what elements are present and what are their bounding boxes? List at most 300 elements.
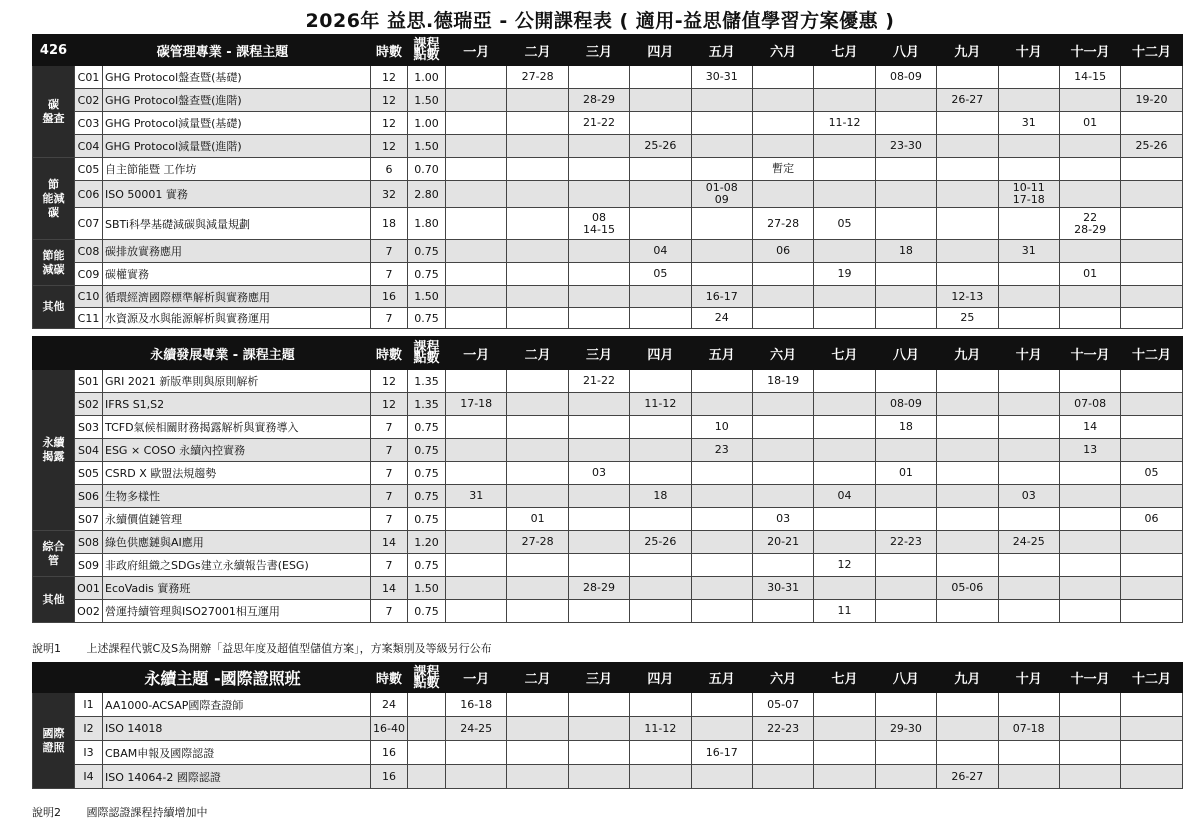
month-date-cell (752, 286, 813, 308)
table-row (33, 485, 1183, 508)
month-date-cell (446, 462, 507, 485)
course-code: S01 (75, 370, 103, 393)
month-date-cell: 27-28 (507, 66, 568, 89)
month-date-cell (691, 208, 752, 240)
course-units: 1.80 (408, 208, 446, 240)
table-row (33, 308, 1183, 329)
hours-header: 時數 (371, 35, 408, 66)
month-date-cell (446, 208, 507, 240)
month-date-cell (630, 600, 691, 623)
course-name: AA1000-ACSAP國際查證師 (103, 693, 371, 717)
course-code: C08 (75, 240, 103, 263)
month-date-cell (1059, 765, 1120, 789)
month-date-cell (998, 208, 1059, 240)
month-date-cell (875, 554, 936, 577)
month-date-cell (507, 485, 568, 508)
course-units: 1.50 (408, 577, 446, 600)
month-date-cell (875, 600, 936, 623)
month-header: 三月 (568, 35, 629, 66)
month-date-cell: 17-18 (446, 393, 507, 416)
table-row (33, 693, 1183, 717)
month-date-cell (507, 89, 568, 112)
month-date-cell (446, 531, 507, 554)
note-2-text: 國際認證課程持續增加中 (86, 806, 208, 819)
month-date-cell (691, 531, 752, 554)
month-date-cell: 16-17 (691, 286, 752, 308)
month-date-cell (814, 308, 875, 329)
month-date-cell (937, 531, 998, 554)
month-date-cell (937, 717, 998, 741)
note-2 (32, 804, 208, 820)
month-date-cell (1121, 286, 1182, 308)
month-date-cell (1059, 741, 1120, 765)
month-date-cell: 31 (998, 240, 1059, 263)
month-date-cell (752, 112, 813, 135)
course-units: 0.75 (408, 416, 446, 439)
month-date-cell (507, 717, 568, 741)
course-name: 水資源及水與能源解析與實務運用 (103, 308, 371, 329)
course-hours: 7 (371, 508, 408, 531)
month-date-cell (875, 508, 936, 531)
month-date-cell (998, 462, 1059, 485)
month-date-cell: 29-30 (875, 717, 936, 741)
month-date-cell (752, 263, 813, 286)
month-date-cell (814, 181, 875, 208)
course-name: TCFD氣候相關財務揭露解析與實務導入 (103, 416, 371, 439)
month-date-cell (691, 240, 752, 263)
month-date-cell (507, 308, 568, 329)
header-row (33, 35, 1183, 66)
month-date-cell (630, 370, 691, 393)
month-date-cell (446, 554, 507, 577)
month-date-cell: 20-21 (752, 531, 813, 554)
month-date-cell (752, 66, 813, 89)
month-date-cell: 04 (814, 485, 875, 508)
month-date-cell (998, 370, 1059, 393)
hours-header: 時數 (371, 663, 408, 693)
course-hours: 16 (371, 765, 408, 789)
month-date-cell (568, 485, 629, 508)
month-date-cell (1121, 717, 1182, 741)
month-date-cell: 06 (1121, 508, 1182, 531)
month-header: 七月 (814, 35, 875, 66)
month-date-cell: 25-26 (630, 531, 691, 554)
month-date-cell (1059, 370, 1120, 393)
month-date-cell: 11-12 (814, 112, 875, 135)
month-date-cell: 11 (814, 600, 875, 623)
course-code: C11 (75, 308, 103, 329)
month-date-cell (998, 66, 1059, 89)
month-date-cell: 14 (1059, 416, 1120, 439)
table-row (33, 741, 1183, 765)
month-header: 六月 (752, 337, 813, 370)
month-date-cell (1121, 439, 1182, 462)
month-date-cell: 03 (998, 485, 1059, 508)
course-hours: 7 (371, 485, 408, 508)
year-label: 426 (33, 35, 75, 66)
month-date-cell (630, 765, 691, 789)
month-date-cell (507, 577, 568, 600)
month-date-cell (568, 393, 629, 416)
month-date-cell (446, 89, 507, 112)
course-name: ISO 14064-2 國際認證 (103, 765, 371, 789)
month-date-cell: 16-17 (691, 741, 752, 765)
month-date-cell: 28-29 (568, 577, 629, 600)
section-title: 碳管理專業 - 課程主題 (75, 35, 371, 66)
month-date-cell (937, 208, 998, 240)
month-date-cell (814, 66, 875, 89)
month-date-cell: 01 (875, 462, 936, 485)
month-header: 四月 (630, 337, 691, 370)
month-date-cell (814, 577, 875, 600)
month-date-cell (875, 181, 936, 208)
course-name: ESG × COSO 永續內控實務 (103, 439, 371, 462)
section-title: 永續主題 -國際證照班 (75, 663, 371, 693)
course-units (408, 717, 446, 741)
month-date-cell (568, 416, 629, 439)
month-date-cell (875, 112, 936, 135)
course-code: S04 (75, 439, 103, 462)
year-label (33, 663, 75, 693)
course-hours: 7 (371, 308, 408, 329)
month-date-cell: 08-09 (875, 393, 936, 416)
month-date-cell: 05-07 (752, 693, 813, 717)
month-date-cell (875, 693, 936, 717)
month-date-cell (998, 308, 1059, 329)
month-date-cell: 23 (691, 439, 752, 462)
course-name: GRI 2021 新版準則與原則解析 (103, 370, 371, 393)
course-name: 營運持續管理與ISO27001相互運用 (103, 600, 371, 623)
month-date-cell (446, 286, 507, 308)
table-row (33, 286, 1183, 308)
month-date-cell: 22-23 (875, 531, 936, 554)
month-header: 五月 (691, 35, 752, 66)
month-date-cell (1121, 577, 1182, 600)
month-date-cell: 04 (630, 240, 691, 263)
month-date-cell (998, 89, 1059, 112)
month-date-cell (998, 508, 1059, 531)
month-date-cell (568, 741, 629, 765)
month-date-cell: 12 (814, 554, 875, 577)
month-header: 二月 (507, 337, 568, 370)
course-code: O02 (75, 600, 103, 623)
table-row (33, 416, 1183, 439)
month-date-cell (1059, 485, 1120, 508)
month-date-cell: 01 (1059, 263, 1120, 286)
course-code: S02 (75, 393, 103, 416)
course-name: EcoVadis 實務班 (103, 577, 371, 600)
sustainability-schedule-table (32, 336, 1183, 623)
month-date-cell (998, 416, 1059, 439)
course-hours: 14 (371, 577, 408, 600)
month-date-cell: 27-28 (507, 531, 568, 554)
course-units: 0.75 (408, 240, 446, 263)
month-date-cell (875, 263, 936, 286)
month-date-cell (937, 263, 998, 286)
month-date-cell (568, 439, 629, 462)
month-date-cell (507, 393, 568, 416)
month-date-cell (507, 263, 568, 286)
month-date-cell: 22-23 (752, 717, 813, 741)
month-date-cell: 08-09 (875, 66, 936, 89)
month-date-cell (507, 158, 568, 181)
month-date-cell (752, 600, 813, 623)
month-date-cell (998, 158, 1059, 181)
course-name: 永續價值鏈管理 (103, 508, 371, 531)
month-date-cell (814, 462, 875, 485)
group-label: 節能 減碳 (33, 240, 75, 286)
course-hours: 7 (371, 439, 408, 462)
month-header: 十二月 (1121, 35, 1182, 66)
month-date-cell: 10 (691, 416, 752, 439)
month-date-cell (568, 531, 629, 554)
course-code: I2 (75, 717, 103, 741)
table-row (33, 600, 1183, 623)
month-date-cell (630, 89, 691, 112)
course-name: 碳權實務 (103, 263, 371, 286)
month-date-cell (875, 577, 936, 600)
month-date-cell (691, 158, 752, 181)
month-date-cell: 07-18 (998, 717, 1059, 741)
month-date-cell (814, 717, 875, 741)
month-date-cell: 06 (752, 240, 813, 263)
course-name: CSRD X 歐盟法規趨勢 (103, 462, 371, 485)
month-date-cell (446, 439, 507, 462)
course-hours: 12 (371, 66, 408, 89)
month-header: 八月 (875, 337, 936, 370)
course-hours: 6 (371, 158, 408, 181)
course-units (408, 741, 446, 765)
month-date-cell (814, 439, 875, 462)
month-date-cell (937, 393, 998, 416)
month-date-cell: 05 (1121, 462, 1182, 485)
month-header: 三月 (568, 663, 629, 693)
header-row (33, 663, 1183, 693)
month-date-cell (630, 158, 691, 181)
course-units: 1.50 (408, 286, 446, 308)
month-date-cell (752, 393, 813, 416)
month-date-cell (691, 508, 752, 531)
month-date-cell (507, 112, 568, 135)
month-date-cell (875, 370, 936, 393)
course-hours: 7 (371, 600, 408, 623)
month-date-cell (998, 439, 1059, 462)
month-date-cell (630, 308, 691, 329)
course-code: S06 (75, 485, 103, 508)
month-date-cell (1059, 308, 1120, 329)
month-date-cell (1121, 66, 1182, 89)
month-date-cell: 14-15 (1059, 66, 1120, 89)
course-code: C04 (75, 135, 103, 158)
month-date-cell (875, 89, 936, 112)
month-date-cell (1059, 158, 1120, 181)
month-date-cell (1121, 693, 1182, 717)
course-code: C06 (75, 181, 103, 208)
month-date-cell (937, 600, 998, 623)
table-row (33, 208, 1183, 240)
month-date-cell (752, 416, 813, 439)
month-header: 十月 (998, 35, 1059, 66)
month-date-cell (630, 208, 691, 240)
course-units: 0.70 (408, 158, 446, 181)
month-date-cell (446, 263, 507, 286)
month-date-cell (446, 181, 507, 208)
course-hours: 7 (371, 554, 408, 577)
month-date-cell (507, 741, 568, 765)
month-header: 七月 (814, 663, 875, 693)
course-hours: 32 (371, 181, 408, 208)
month-date-cell: 01-08 09 (691, 181, 752, 208)
month-date-cell (691, 765, 752, 789)
month-date-cell: 26-27 (937, 89, 998, 112)
course-code: S03 (75, 416, 103, 439)
month-header: 一月 (446, 663, 507, 693)
month-date-cell: 05-06 (937, 577, 998, 600)
course-code: C03 (75, 112, 103, 135)
month-date-cell (1121, 263, 1182, 286)
month-date-cell (691, 89, 752, 112)
month-date-cell (507, 439, 568, 462)
course-units: 0.75 (408, 508, 446, 531)
table-row (33, 135, 1183, 158)
month-date-cell (998, 600, 1059, 623)
month-date-cell (568, 286, 629, 308)
month-date-cell: 08 14-15 (568, 208, 629, 240)
month-date-cell (875, 308, 936, 329)
month-date-cell (1059, 240, 1120, 263)
month-date-cell (446, 741, 507, 765)
month-date-cell (691, 135, 752, 158)
month-date-cell (937, 370, 998, 393)
month-date-cell: 27-28 (752, 208, 813, 240)
month-date-cell: 11-12 (630, 717, 691, 741)
month-date-cell (875, 208, 936, 240)
month-header: 六月 (752, 35, 813, 66)
table-row (33, 181, 1183, 208)
month-date-cell (630, 439, 691, 462)
month-date-cell (691, 554, 752, 577)
course-hours: 16 (371, 286, 408, 308)
month-date-cell (937, 693, 998, 717)
course-hours: 7 (371, 240, 408, 263)
month-date-cell (998, 765, 1059, 789)
month-date-cell (630, 112, 691, 135)
group-label: 節 能減 碳 (33, 158, 75, 240)
month-date-cell (814, 240, 875, 263)
month-date-cell (998, 554, 1059, 577)
table-row (33, 717, 1183, 741)
month-date-cell: 11-12 (630, 393, 691, 416)
course-hours: 24 (371, 693, 408, 717)
course-code: C07 (75, 208, 103, 240)
table-row (33, 531, 1183, 554)
month-date-cell (691, 263, 752, 286)
course-code: O01 (75, 577, 103, 600)
course-units: 0.75 (408, 263, 446, 286)
month-date-cell (630, 462, 691, 485)
month-header: 五月 (691, 663, 752, 693)
month-date-cell (691, 462, 752, 485)
month-date-cell (691, 693, 752, 717)
month-date-cell (875, 765, 936, 789)
month-header: 八月 (875, 663, 936, 693)
month-date-cell (875, 286, 936, 308)
month-date-cell (1059, 508, 1120, 531)
month-date-cell (1059, 717, 1120, 741)
month-date-cell (814, 370, 875, 393)
international-certification-schedule-table (32, 662, 1183, 789)
month-date-cell (937, 240, 998, 263)
course-code: C01 (75, 66, 103, 89)
course-units: 1.50 (408, 89, 446, 112)
month-date-cell (752, 308, 813, 329)
course-hours: 18 (371, 208, 408, 240)
month-header: 十二月 (1121, 663, 1182, 693)
month-date-cell (1121, 208, 1182, 240)
month-date-cell: 28-29 (568, 89, 629, 112)
month-date-cell (507, 462, 568, 485)
table-row (33, 112, 1183, 135)
month-date-cell (937, 135, 998, 158)
course-code: S08 (75, 531, 103, 554)
table-row (33, 554, 1183, 577)
month-date-cell: 18-19 (752, 370, 813, 393)
month-date-cell (1059, 286, 1120, 308)
month-date-cell (568, 66, 629, 89)
month-header: 四月 (630, 35, 691, 66)
month-date-cell: 31 (446, 485, 507, 508)
course-code: C02 (75, 89, 103, 112)
month-date-cell (507, 135, 568, 158)
month-date-cell: 16-18 (446, 693, 507, 717)
table-row (33, 370, 1183, 393)
month-date-cell (998, 135, 1059, 158)
month-date-cell (446, 66, 507, 89)
month-date-cell (507, 693, 568, 717)
course-units: 0.75 (408, 308, 446, 329)
month-date-cell (446, 600, 507, 623)
course-name: CBAM申報及國際認證 (103, 741, 371, 765)
month-date-cell (446, 308, 507, 329)
course-hours: 12 (371, 393, 408, 416)
units-header: 課程 點數 (408, 35, 446, 66)
month-header: 六月 (752, 663, 813, 693)
month-date-cell (937, 485, 998, 508)
month-date-cell (998, 263, 1059, 286)
month-date-cell: 05 (630, 263, 691, 286)
course-hours: 16-40 (371, 717, 408, 741)
course-units: 0.75 (408, 600, 446, 623)
month-date-cell (814, 135, 875, 158)
month-date-cell (875, 741, 936, 765)
note-1 (32, 640, 492, 656)
month-date-cell: 19-20 (1121, 89, 1182, 112)
year-label (33, 337, 75, 370)
month-date-cell (1121, 554, 1182, 577)
month-date-cell (568, 508, 629, 531)
month-date-cell (937, 112, 998, 135)
month-date-cell: 18 (875, 240, 936, 263)
month-date-cell (1121, 112, 1182, 135)
month-date-cell: 03 (752, 508, 813, 531)
month-date-cell: 24 (691, 308, 752, 329)
month-date-cell (507, 416, 568, 439)
course-name: 非政府組織之SDGs建立永續報告書(ESG) (103, 554, 371, 577)
group-label: 國際 證照 (33, 693, 75, 789)
table-row (33, 263, 1183, 286)
month-date-cell (814, 416, 875, 439)
course-code: I1 (75, 693, 103, 717)
